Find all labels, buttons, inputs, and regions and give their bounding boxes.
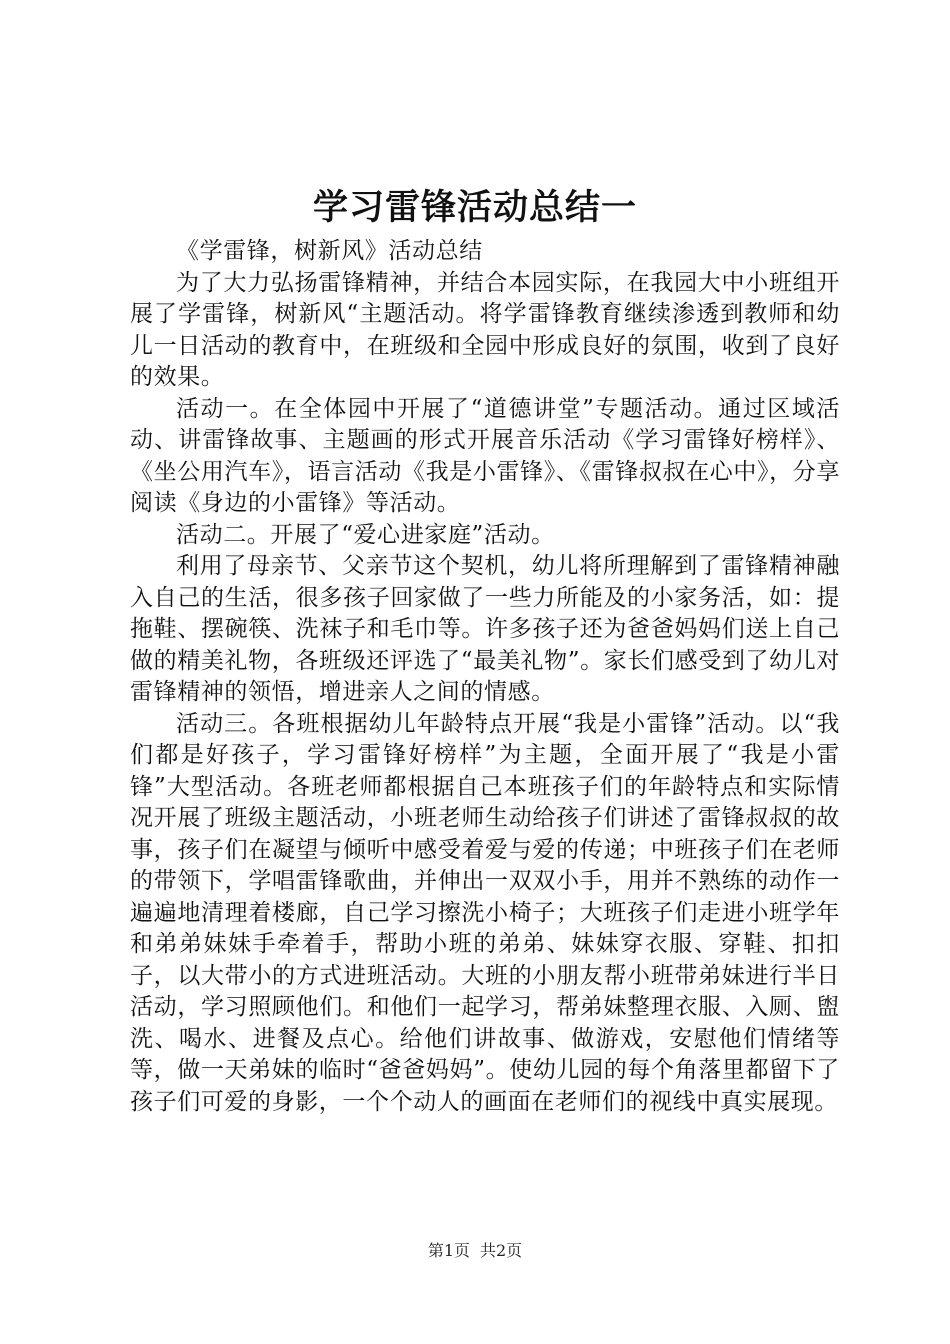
- document-title: 学习雷锋活动总结一: [312, 187, 637, 228]
- page-footer: [0, 1240, 950, 1262]
- paragraph-activity-one: 活动一。在全体园中开展了“道德讲堂”专题活动。通过区域活动、讲雷锋故事、主题画的形式开展音乐活动《学习雷锋好榜样》、《坐公用汽车》，语言活动《我是小雷锋》、《雷锋叔叔在心中》，分享阅读《身边的小雷锋》等活动。: [130, 395, 840, 516]
- paragraph-subtitle: 《学雷锋，树新风》活动总结: [176, 238, 483, 264]
- page-number: 第1页: [427, 1241, 470, 1260]
- document-body: [130, 236, 840, 1118]
- paragraph-activity-two-body: 利用了母亲节、父亲节这个契机，幼儿将所理解到了雷锋精神融入自己的生活，很多孩子回家做了一些力所能及的小家务活，如：提拖鞋、摆碗筷、洗袜子和毛巾等。许多孩子还为爸爸妈妈们送上自己做的精美礼物，各班级还评选了“最美礼物”。家长们感受到了幼儿对雷锋精神的领悟，增进亲人之间的情感。: [130, 553, 840, 705]
- paragraph-activity-three: 活动三。各班根据幼儿年龄特点开展“我是小雷锋”活动。以“我们都是好孩子，学习雷锋好榜样”为主题，全面开展了“我是小雷锋”大型活动。各班老师都根据自己本班孩子们的年龄特点和实际情况开展了班级主题活动，小班老师生动给孩子们讲述了雷锋叔叔的故事，孩子们在凝望与倾听中感受着爱与爱的传递；中班孩子们在老师的带领下，学唱雷锋歌曲，并伸出一双双小手，用并不熟练的动作一遍遍地清理着楼廊，自己学习擦洗小椅子；大班孩子们走进小班学年和弟弟妹妹手牵着手，帮助小班的弟弟、妹妹穿衣服、穿鞋、扣扣子，以大带小的方式进班活动。大班的小朋友帮小班带弟妹进行半日活动，学习照顾他们。和他们一起学习，帮弟妹整理衣服、入厕、盥洗、喝水、进餐及点心。给他们讲故事、做游戏，安慰他们情绪等等，做一天弟妹的临时“爸爸妈妈”。使幼儿园的每个角落里都留下了孩子们可爱的身影，一个个动人的画面在老师们的视线中真实展现。: [130, 710, 840, 1115]
- page-total: 共2页: [480, 1241, 523, 1260]
- paragraph-activity-two-heading: 活动二。开展了“爱心进家庭”活动。: [176, 521, 555, 548]
- paragraph-intro: 为了大力弘扬雷锋精神，并结合本园实际，在我园大中小班组开展了学雷锋，树新风“主题活动。将学雷锋教育继续渗透到教师和幼儿一日活动的教育中，在班级和全园中形成良好的氛围，收到了良好的效果。: [130, 269, 840, 390]
